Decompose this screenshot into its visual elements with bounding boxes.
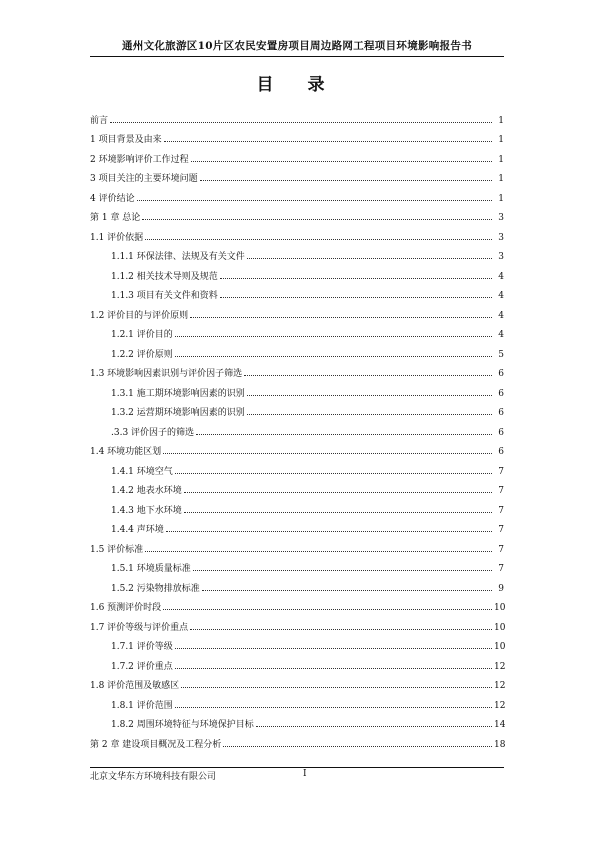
toc-leader-dots [110,122,492,123]
toc-entry-label: 第 1 章 总论 [90,213,141,223]
toc-entry-label: 1 项目背景及由来 [90,135,162,145]
toc-leader-dots [163,609,492,610]
toc-leader-dots [181,687,492,688]
toc-entry-label: 1.1.1 环保法律、法规及有关文件 [111,252,245,262]
toc-leader-dots [164,141,492,142]
footer-page-number: I [303,769,307,779]
toc-entry-page: 10 [494,603,506,613]
toc-entry[interactable] [90,613,504,633]
toc-entry-page: 10 [494,642,506,652]
toc-leader-dots [223,746,492,747]
toc-entry[interactable] [90,594,504,614]
toc-entry-label: 1.7.1 评价等级 [111,642,173,652]
toc-entry-label: 前言 [90,115,109,126]
toc-entry-label: 1.5.1 环境质量标准 [111,564,191,574]
toc-leader-dots [247,258,492,259]
toc-entry-label: 1.7 评价等级与评价重点 [90,622,189,633]
toc-entry[interactable] [90,106,504,126]
toc-entry[interactable] [90,438,504,458]
header-rule [90,56,504,57]
toc-entry[interactable] [90,574,504,594]
toc-entry[interactable] [90,204,504,224]
toc-entry-label: 1.4.1 环境空气 [111,466,173,477]
toc-entry[interactable] [90,555,504,575]
toc-entry[interactable] [90,691,504,711]
toc-leader-dots [175,707,492,708]
toc-entry-page: 7 [498,505,504,516]
toc-leader-dots [196,434,492,435]
toc-entry-label: 3 项目关注的主要环境问题 [90,174,198,184]
toc-leader-dots [175,336,492,337]
toc-entry-page: 5 [498,349,504,360]
toc-entry-page: 1 [498,115,504,126]
toc-entry-page: 9 [498,583,504,594]
toc-leader-dots [247,395,492,396]
toc-entry-label: 1.4.3 地下水环境 [111,505,182,516]
toc-entry-label: 1.4.4 声环境 [111,525,164,535]
toc-entry-page: 4 [498,310,504,321]
toc-entry[interactable] [90,360,504,380]
toc-leader-dots [175,648,492,649]
toc-entry[interactable] [90,126,504,146]
toc-leader-dots [163,453,492,454]
toc-leader-dots [145,239,492,240]
toc-entry-page: 18 [494,739,506,750]
toc-entry-label: 1.8.2 周围环境特征与环境保护目标 [111,720,254,730]
toc-leader-dots [142,219,492,220]
toc-entry[interactable] [90,340,504,360]
toc-leader-dots [190,317,492,318]
toc-entry[interactable] [90,672,504,692]
toc-leader-dots [175,473,492,474]
toc-leader-dots [175,668,492,669]
toc-entry[interactable] [90,477,504,497]
toc-entry-label: 4 评价结论 [90,193,135,204]
toc-entry-label: 1.3.1 施工期环境影响因素的识别 [111,388,245,399]
toc-entry[interactable] [90,457,504,477]
toc-entry-page: 4 [498,330,504,340]
toc-entry-page: 6 [498,447,504,457]
toc-leader-dots [200,180,492,181]
toc-entry[interactable] [90,633,504,653]
toc-entry-label: 2 环境影响评价工作过程 [90,154,189,165]
toc-entry-label: 1.6 预测评价时段 [90,603,162,613]
toc-entry-page: 4 [498,271,504,282]
toc-entry-page: 7 [498,525,504,535]
toc-entry[interactable] [90,301,504,321]
toc-entry-label: .3.3 评价因子的筛选 [111,427,195,438]
toc-entry-label: 1.1.2 相关技术导则及规范 [111,271,218,282]
toc-leader-dots [190,629,492,630]
page-title: 目 录 [256,75,339,95]
toc-leader-dots [175,356,492,357]
toc-entry-label: 1.4.2 地表水环境 [111,486,182,496]
toc-entry-label: 1.1 评价依据 [90,232,144,243]
toc-entry-label: 1.1.3 项目有关文件和资料 [111,291,218,301]
toc-entry[interactable] [90,399,504,419]
toc-entry-page: 14 [494,720,506,730]
toc-entry-page: 12 [494,700,506,711]
toc-entry[interactable] [90,496,504,516]
toc-entry-page: 6 [498,408,504,418]
toc-leader-dots [145,551,492,552]
footer-rule [90,767,504,768]
toc-entry-label: 1.5.2 污染物排放标准 [111,583,200,594]
toc-entry-label: 1.2.2 评价原则 [111,349,173,360]
toc-leader-dots [184,512,492,513]
toc-leader-dots [220,278,492,279]
toc-entry-page: 3 [498,252,504,262]
toc-entry-page: 6 [498,427,504,438]
toc-entry-page: 7 [498,466,504,477]
toc-entry[interactable] [90,418,504,438]
toc-entry[interactable] [90,321,504,341]
toc-entry[interactable] [90,652,504,672]
toc-entry-label: 1.3.2 运营期环境影响因素的识别 [111,408,245,418]
toc-leader-dots [247,414,492,415]
toc-leader-dots [191,161,492,162]
toc-entry-page: 3 [498,232,504,243]
toc-entry[interactable] [90,262,504,282]
toc-entry-label: 1.3 环境影响因素识别与评价因子筛选 [90,369,243,379]
toc-entry[interactable] [90,184,504,204]
toc-entry-page: 1 [498,193,504,204]
toc-leader-dots [137,200,492,201]
toc-entry[interactable] [90,282,504,302]
toc-entry-label: 1.2 评价目的与评价原则 [90,310,189,321]
toc-entry-page: 12 [494,681,506,691]
toc-entry-page: 7 [498,564,504,574]
toc-entry-page: 3 [498,213,504,223]
toc-entry[interactable] [90,711,504,731]
toc-entry[interactable] [90,730,504,750]
toc-entry-label: 1.8.1 评价范围 [111,700,173,711]
toc-entry-label: 1.4 环境功能区划 [90,447,162,457]
footer-company: 北京文华东方环境科技有限公司 [90,772,217,782]
toc-leader-dots [256,726,492,727]
toc-leader-dots [193,570,492,571]
toc-entry-label: 1.5 评价标准 [90,544,144,555]
toc-entry[interactable] [90,223,504,243]
running-header: 通州文化旅游区10片区农民安置房项目周边路网工程项目环境影响报告书 [121,40,472,52]
toc-entry[interactable] [90,379,504,399]
toc-entry-page: 1 [498,154,504,165]
toc-entry[interactable] [90,243,504,263]
toc-entry-label: 1.8 评价范围及敏感区 [90,681,180,691]
toc-entry[interactable] [90,145,504,165]
toc-entry[interactable] [90,535,504,555]
toc-entry-page: 7 [498,486,504,496]
toc-entry-label: 1.7.2 评价重点 [111,661,173,672]
toc-entry-page: 1 [498,174,504,184]
toc-leader-dots [220,297,492,298]
toc-leader-dots [202,590,492,591]
toc-entry-page: 12 [494,661,506,672]
toc-entry-page: 1 [498,135,504,145]
toc-entry-page: 4 [498,291,504,301]
toc-entry-page: 7 [498,544,504,555]
toc-entry[interactable] [90,165,504,185]
toc-entry-label: 1.2.1 评价目的 [111,330,173,340]
toc-entry-page: 10 [494,622,506,633]
toc-entry-page: 6 [498,369,504,379]
toc-entry-label: 第 2 章 建设项目概况及工程分析 [90,739,222,750]
toc-leader-dots [244,375,492,376]
toc-leader-dots [184,492,492,493]
toc-entry-page: 6 [498,388,504,399]
toc-entry[interactable] [90,516,504,536]
toc-leader-dots [166,531,492,532]
table-of-contents [90,106,504,750]
